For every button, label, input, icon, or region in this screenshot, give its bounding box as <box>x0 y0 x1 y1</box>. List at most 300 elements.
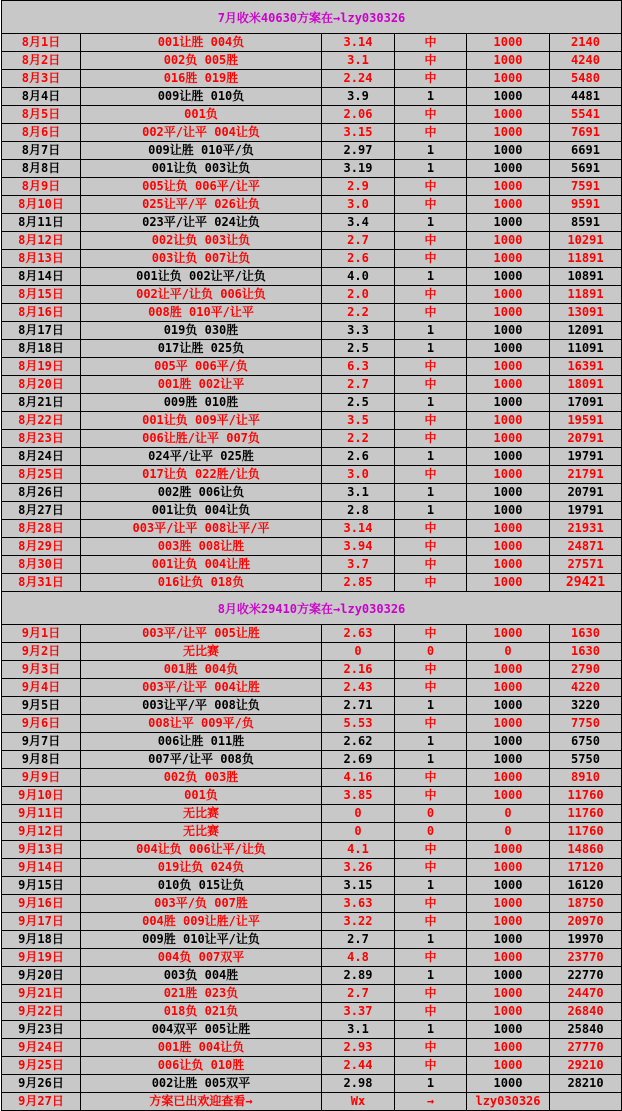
balance-cell: 5691 <box>550 160 622 178</box>
odds-cell: 2.16 <box>322 661 395 679</box>
date-cell: 8月27日 <box>2 502 81 520</box>
stake-cell: 1000 <box>467 949 550 967</box>
date-cell: 9月4日 <box>2 679 81 697</box>
stake-cell: 1000 <box>467 556 550 574</box>
picks-cell: 016胜 019胜 <box>81 70 322 88</box>
table-row <box>2 214 622 232</box>
table-row <box>2 1093 622 1111</box>
date-cell: 9月15日 <box>2 877 81 895</box>
picks-cell: 无比赛 <box>81 823 322 841</box>
picks-cell: 003让平/平 008让负 <box>81 697 322 715</box>
table-row <box>2 967 622 985</box>
result-cell: 1 <box>395 88 467 106</box>
date-cell: 9月20日 <box>2 967 81 985</box>
odds-cell: 3.0 <box>322 466 395 484</box>
stake-cell: 1000 <box>467 250 550 268</box>
result-cell: 中 <box>395 913 467 931</box>
stake-cell: 1000 <box>467 232 550 250</box>
result-cell: 中 <box>395 1057 467 1075</box>
table-row <box>2 985 622 1003</box>
stake-cell: 1000 <box>467 1075 550 1093</box>
table-row <box>2 502 622 520</box>
odds-cell: 3.85 <box>322 787 395 805</box>
stake-cell: 0 <box>467 643 550 661</box>
balance-cell: 10891 <box>550 268 622 286</box>
odds-cell: 2.0 <box>322 286 395 304</box>
table-row <box>2 556 622 574</box>
balance-cell: 19591 <box>550 412 622 430</box>
balance-cell: 8591 <box>550 214 622 232</box>
picks-cell: 005平 006平/负 <box>81 358 322 376</box>
date-cell: 9月7日 <box>2 733 81 751</box>
result-cell: 0 <box>395 643 467 661</box>
balance-cell: 21931 <box>550 520 622 538</box>
picks-cell: 001让胜 004负 <box>81 34 322 52</box>
picks-cell: 无比赛 <box>81 643 322 661</box>
stake-cell: 1000 <box>467 1057 550 1075</box>
result-cell: 1 <box>395 214 467 232</box>
result-cell: 中 <box>395 895 467 913</box>
picks-cell: 017让胜 025负 <box>81 340 322 358</box>
picks-cell: 006让胜/让平 007负 <box>81 430 322 448</box>
table-row <box>2 88 622 106</box>
odds-cell: 4.1 <box>322 841 395 859</box>
stake-cell: 1000 <box>467 661 550 679</box>
odds-cell: Wx <box>322 1093 395 1111</box>
stake-cell: 1000 <box>467 214 550 232</box>
stake-cell: 1000 <box>467 448 550 466</box>
stake-cell: 1000 <box>467 715 550 733</box>
section-header: 8月收米29410方案在→lzy030326 <box>2 592 622 625</box>
stake-cell: 1000 <box>467 52 550 70</box>
date-cell: 8月2日 <box>2 52 81 70</box>
date-cell: 8月15日 <box>2 286 81 304</box>
odds-cell: 2.7 <box>322 985 395 1003</box>
result-cell: 1 <box>395 160 467 178</box>
result-cell: 1 <box>395 697 467 715</box>
odds-cell: 3.1 <box>322 1021 395 1039</box>
result-cell: 中 <box>395 715 467 733</box>
date-cell: 8月18日 <box>2 340 81 358</box>
balance-cell: 9591 <box>550 196 622 214</box>
date-cell: 8月21日 <box>2 394 81 412</box>
picks-cell: 009胜 010让平/让负 <box>81 931 322 949</box>
result-cell: 中 <box>395 538 467 556</box>
result-cell: 中 <box>395 520 467 538</box>
picks-cell: 008胜 010平/让平 <box>81 304 322 322</box>
odds-cell: 4.16 <box>322 769 395 787</box>
stake-cell: 1000 <box>467 841 550 859</box>
balance-cell: 16391 <box>550 358 622 376</box>
stake-cell: 1000 <box>467 466 550 484</box>
table-row <box>2 877 622 895</box>
result-cell: 中 <box>395 1003 467 1021</box>
balance-cell: 18750 <box>550 895 622 913</box>
date-cell: 8月23日 <box>2 430 81 448</box>
balance-cell: 7591 <box>550 178 622 196</box>
table-row <box>2 769 622 787</box>
picks-cell: 003平/让平 008让平/平 <box>81 520 322 538</box>
result-cell: 中 <box>395 556 467 574</box>
date-cell: 9月3日 <box>2 661 81 679</box>
table-row <box>2 268 622 286</box>
table-row <box>2 841 622 859</box>
table-row <box>2 697 622 715</box>
result-cell: 中 <box>395 430 467 448</box>
picks-cell: 002平/让平 004让负 <box>81 124 322 142</box>
stake-cell: 1000 <box>467 625 550 643</box>
stake-cell: 1000 <box>467 1039 550 1057</box>
result-cell: 中 <box>395 232 467 250</box>
picks-cell: 007平/让平 008负 <box>81 751 322 769</box>
picks-cell: 001胜 004让负 <box>81 1039 322 1057</box>
table-row <box>2 751 622 769</box>
odds-cell: 3.4 <box>322 214 395 232</box>
balance-cell: 11891 <box>550 250 622 268</box>
picks-cell: 004双平 005让胜 <box>81 1021 322 1039</box>
balance-cell: 23770 <box>550 949 622 967</box>
date-cell: 9月24日 <box>2 1039 81 1057</box>
balance-cell: 27770 <box>550 1039 622 1057</box>
odds-cell: 3.26 <box>322 859 395 877</box>
picks-cell: 001胜 002让平 <box>81 376 322 394</box>
odds-cell: 2.5 <box>322 340 395 358</box>
stake-cell: 1000 <box>467 160 550 178</box>
odds-cell: 3.9 <box>322 88 395 106</box>
balance-cell: 21791 <box>550 466 622 484</box>
stake-cell: 1000 <box>467 286 550 304</box>
table-row <box>2 466 622 484</box>
balance-cell: 25840 <box>550 1021 622 1039</box>
picks-cell: 018负 021负 <box>81 1003 322 1021</box>
balance-cell: 20970 <box>550 913 622 931</box>
stake-cell: 1000 <box>467 394 550 412</box>
date-cell: 9月23日 <box>2 1021 81 1039</box>
odds-cell: 2.71 <box>322 697 395 715</box>
result-cell: 中 <box>395 985 467 1003</box>
stake-cell: 1000 <box>467 967 550 985</box>
result-cell: 中 <box>395 787 467 805</box>
picks-cell: 001负 <box>81 106 322 124</box>
date-cell: 8月9日 <box>2 178 81 196</box>
balance-cell: 5750 <box>550 751 622 769</box>
odds-cell: 2.85 <box>322 574 395 592</box>
balance-cell: 24470 <box>550 985 622 1003</box>
table-row <box>2 196 622 214</box>
date-cell: 8月20日 <box>2 376 81 394</box>
table-row <box>2 949 622 967</box>
picks-cell: 001让负 003让负 <box>81 160 322 178</box>
table-row <box>2 574 622 592</box>
balance-cell: 17120 <box>550 859 622 877</box>
odds-cell: 0 <box>322 805 395 823</box>
result-cell: 中 <box>395 769 467 787</box>
picks-cell: 004让负 006让平/让负 <box>81 841 322 859</box>
date-cell: 8月8日 <box>2 160 81 178</box>
picks-cell: 001让负 009平/让平 <box>81 412 322 430</box>
odds-cell: 4.0 <box>322 268 395 286</box>
date-cell: 9月5日 <box>2 697 81 715</box>
balance-cell: 6691 <box>550 142 622 160</box>
picks-cell: 002让平/让负 006让负 <box>81 286 322 304</box>
date-cell: 9月16日 <box>2 895 81 913</box>
balance-cell: 20791 <box>550 484 622 502</box>
balance-cell: 4220 <box>550 679 622 697</box>
result-cell: 中 <box>395 286 467 304</box>
odds-cell: 2.7 <box>322 376 395 394</box>
result-cell: 中 <box>395 376 467 394</box>
stake-cell: 1000 <box>467 877 550 895</box>
date-cell: 9月8日 <box>2 751 81 769</box>
result-cell: 1 <box>395 340 467 358</box>
table-row <box>2 895 622 913</box>
table-row <box>2 733 622 751</box>
result-cell: 中 <box>395 196 467 214</box>
result-cell: 中 <box>395 106 467 124</box>
balance-cell: 4481 <box>550 88 622 106</box>
odds-cell: 2.7 <box>322 931 395 949</box>
odds-cell: 2.7 <box>322 232 395 250</box>
picks-cell: 无比赛 <box>81 805 322 823</box>
picks-cell: 006让负 010胜 <box>81 1057 322 1075</box>
result-cell: 0 <box>395 823 467 841</box>
date-cell: 9月9日 <box>2 769 81 787</box>
odds-cell: 3.0 <box>322 196 395 214</box>
stake-cell: 1000 <box>467 358 550 376</box>
odds-cell: 6.3 <box>322 358 395 376</box>
stake-cell: 1000 <box>467 88 550 106</box>
table-row <box>2 232 622 250</box>
stake-cell: 1000 <box>467 574 550 592</box>
stake-cell: 1000 <box>467 751 550 769</box>
picks-cell: 002让负 003让负 <box>81 232 322 250</box>
odds-cell: 3.22 <box>322 913 395 931</box>
table-row <box>2 394 622 412</box>
balance-cell: 3220 <box>550 697 622 715</box>
odds-cell: 2.6 <box>322 250 395 268</box>
table-row <box>2 358 622 376</box>
date-cell: 9月10日 <box>2 787 81 805</box>
date-cell: 9月26日 <box>2 1075 81 1093</box>
balance-cell: 7691 <box>550 124 622 142</box>
balance-cell: 5541 <box>550 106 622 124</box>
table-row <box>2 931 622 949</box>
picks-cell: 004胜 009让胜/让平 <box>81 913 322 931</box>
section-header: 7月收米40630方案在→lzy030326 <box>2 1 622 34</box>
odds-cell: 0 <box>322 823 395 841</box>
date-cell: 8月12日 <box>2 232 81 250</box>
odds-cell: 2.2 <box>322 304 395 322</box>
stake-cell: 1000 <box>467 70 550 88</box>
date-cell: 9月13日 <box>2 841 81 859</box>
stake-cell: 1000 <box>467 769 550 787</box>
date-cell: 9月6日 <box>2 715 81 733</box>
result-cell: 中 <box>395 679 467 697</box>
balance-cell: 2790 <box>550 661 622 679</box>
table-row <box>2 322 622 340</box>
stake-cell: 1000 <box>467 124 550 142</box>
stake-cell: 1000 <box>467 1021 550 1039</box>
result-cell: 中 <box>395 70 467 88</box>
result-cell: 1 <box>395 394 467 412</box>
picks-cell: 009胜 010胜 <box>81 394 322 412</box>
date-cell: 9月21日 <box>2 985 81 1003</box>
balance-cell: 28210 <box>550 1075 622 1093</box>
table-row <box>2 160 622 178</box>
date-cell: 8月6日 <box>2 124 81 142</box>
picks-cell: 010负 015让负 <box>81 877 322 895</box>
odds-cell: 3.5 <box>322 412 395 430</box>
odds-cell: 0 <box>322 643 395 661</box>
stake-cell: 1000 <box>467 502 550 520</box>
picks-cell: 019负 030胜 <box>81 322 322 340</box>
table-row <box>2 520 622 538</box>
result-cell: 中 <box>395 412 467 430</box>
date-cell: 8月16日 <box>2 304 81 322</box>
odds-cell: 5.53 <box>322 715 395 733</box>
odds-cell: 3.15 <box>322 124 395 142</box>
date-cell: 9月1日 <box>2 625 81 643</box>
odds-cell: 2.9 <box>322 178 395 196</box>
balance-cell: 17091 <box>550 394 622 412</box>
picks-cell: 002胜 006让负 <box>81 484 322 502</box>
stake-cell: lzy030326 <box>467 1093 550 1111</box>
picks-cell: 003胜 008让胜 <box>81 538 322 556</box>
result-cell: 中 <box>395 625 467 643</box>
date-cell: 9月19日 <box>2 949 81 967</box>
odds-cell: 2.97 <box>322 142 395 160</box>
picks-cell: 017让负 022胜/让负 <box>81 466 322 484</box>
table-row <box>2 52 622 70</box>
picks-cell: 方案已出欢迎查看→ <box>81 1093 322 1111</box>
odds-cell: 3.14 <box>322 520 395 538</box>
result-cell: 中 <box>395 304 467 322</box>
result-cell: 1 <box>395 268 467 286</box>
picks-cell: 003让负 007让负 <box>81 250 322 268</box>
date-cell: 9月11日 <box>2 805 81 823</box>
result-cell: 中 <box>395 250 467 268</box>
result-cell: 1 <box>395 1021 467 1039</box>
result-cell: 中 <box>395 574 467 592</box>
table-row <box>2 412 622 430</box>
picks-cell: 003负 004胜 <box>81 967 322 985</box>
date-cell: 9月18日 <box>2 931 81 949</box>
date-cell: 8月5日 <box>2 106 81 124</box>
balance-cell: 5480 <box>550 70 622 88</box>
result-cell: 1 <box>395 733 467 751</box>
table-row <box>2 430 622 448</box>
date-cell: 8月10日 <box>2 196 81 214</box>
stake-cell: 1000 <box>467 376 550 394</box>
date-cell: 8月11日 <box>2 214 81 232</box>
balance-cell: 26840 <box>550 1003 622 1021</box>
table-row <box>2 1003 622 1021</box>
stake-cell: 1000 <box>467 1003 550 1021</box>
date-cell: 9月25日 <box>2 1057 81 1075</box>
stake-cell: 0 <box>467 805 550 823</box>
odds-cell: 2.93 <box>322 1039 395 1057</box>
date-cell: 8月31日 <box>2 574 81 592</box>
odds-cell: 3.1 <box>322 52 395 70</box>
result-cell: 中 <box>395 124 467 142</box>
picks-cell: 021胜 023负 <box>81 985 322 1003</box>
date-cell: 8月3日 <box>2 70 81 88</box>
stake-cell: 1000 <box>467 679 550 697</box>
picks-cell: 001让负 002让平/让负 <box>81 268 322 286</box>
stake-cell: 1000 <box>467 322 550 340</box>
balance-cell: 11760 <box>550 805 622 823</box>
stake-cell: 1000 <box>467 430 550 448</box>
balance-cell: 16120 <box>550 877 622 895</box>
table-row <box>2 142 622 160</box>
odds-cell: 2.89 <box>322 967 395 985</box>
picks-cell: 016让负 018负 <box>81 574 322 592</box>
date-cell: 8月4日 <box>2 88 81 106</box>
stake-cell: 1000 <box>467 268 550 286</box>
balance-cell: 8910 <box>550 769 622 787</box>
date-cell: 9月14日 <box>2 859 81 877</box>
picks-cell: 025让平/平 026让负 <box>81 196 322 214</box>
table-row <box>2 304 622 322</box>
result-cell: 1 <box>395 931 467 949</box>
balance-cell: 10291 <box>550 232 622 250</box>
balance-cell: 11760 <box>550 787 622 805</box>
result-cell: 中 <box>395 34 467 52</box>
picks-cell: 001让负 004让负 <box>81 502 322 520</box>
picks-cell: 003平/让平 004让胜 <box>81 679 322 697</box>
stake-cell: 1000 <box>467 913 550 931</box>
stake-cell: 1000 <box>467 697 550 715</box>
table-row <box>2 376 622 394</box>
balance-cell: 2140 <box>550 34 622 52</box>
balance-cell: 29421 <box>550 574 622 592</box>
stake-cell: 1000 <box>467 931 550 949</box>
result-cell: 1 <box>395 751 467 769</box>
picks-cell: 005让负 006平/让平 <box>81 178 322 196</box>
balance-cell: 4240 <box>550 52 622 70</box>
odds-cell: 3.1 <box>322 484 395 502</box>
odds-cell: 3.63 <box>322 895 395 913</box>
date-cell: 9月12日 <box>2 823 81 841</box>
picks-cell: 023平/让平 024让负 <box>81 214 322 232</box>
stake-cell: 1000 <box>467 412 550 430</box>
balance-cell: 13091 <box>550 304 622 322</box>
picks-cell: 001胜 004负 <box>81 661 322 679</box>
date-cell: 8月7日 <box>2 142 81 160</box>
date-cell: 8月28日 <box>2 520 81 538</box>
result-cell: 中 <box>395 466 467 484</box>
stake-cell: 1000 <box>467 538 550 556</box>
stake-cell: 1000 <box>467 304 550 322</box>
date-cell: 8月30日 <box>2 556 81 574</box>
odds-cell: 2.8 <box>322 502 395 520</box>
result-cell: 中 <box>395 841 467 859</box>
odds-cell: 3.37 <box>322 1003 395 1021</box>
result-cell: 中 <box>395 52 467 70</box>
date-cell: 8月19日 <box>2 358 81 376</box>
odds-cell: 2.6 <box>322 448 395 466</box>
table-row <box>2 913 622 931</box>
stake-cell: 1000 <box>467 520 550 538</box>
stake-cell: 1000 <box>467 733 550 751</box>
balance-cell: 14860 <box>550 841 622 859</box>
picks-cell: 001让负 004让胜 <box>81 556 322 574</box>
result-cell: 1 <box>395 1075 467 1093</box>
picks-cell: 009让胜 010负 <box>81 88 322 106</box>
table-row <box>2 823 622 841</box>
table-row <box>2 1039 622 1057</box>
result-cell: → <box>395 1093 467 1111</box>
